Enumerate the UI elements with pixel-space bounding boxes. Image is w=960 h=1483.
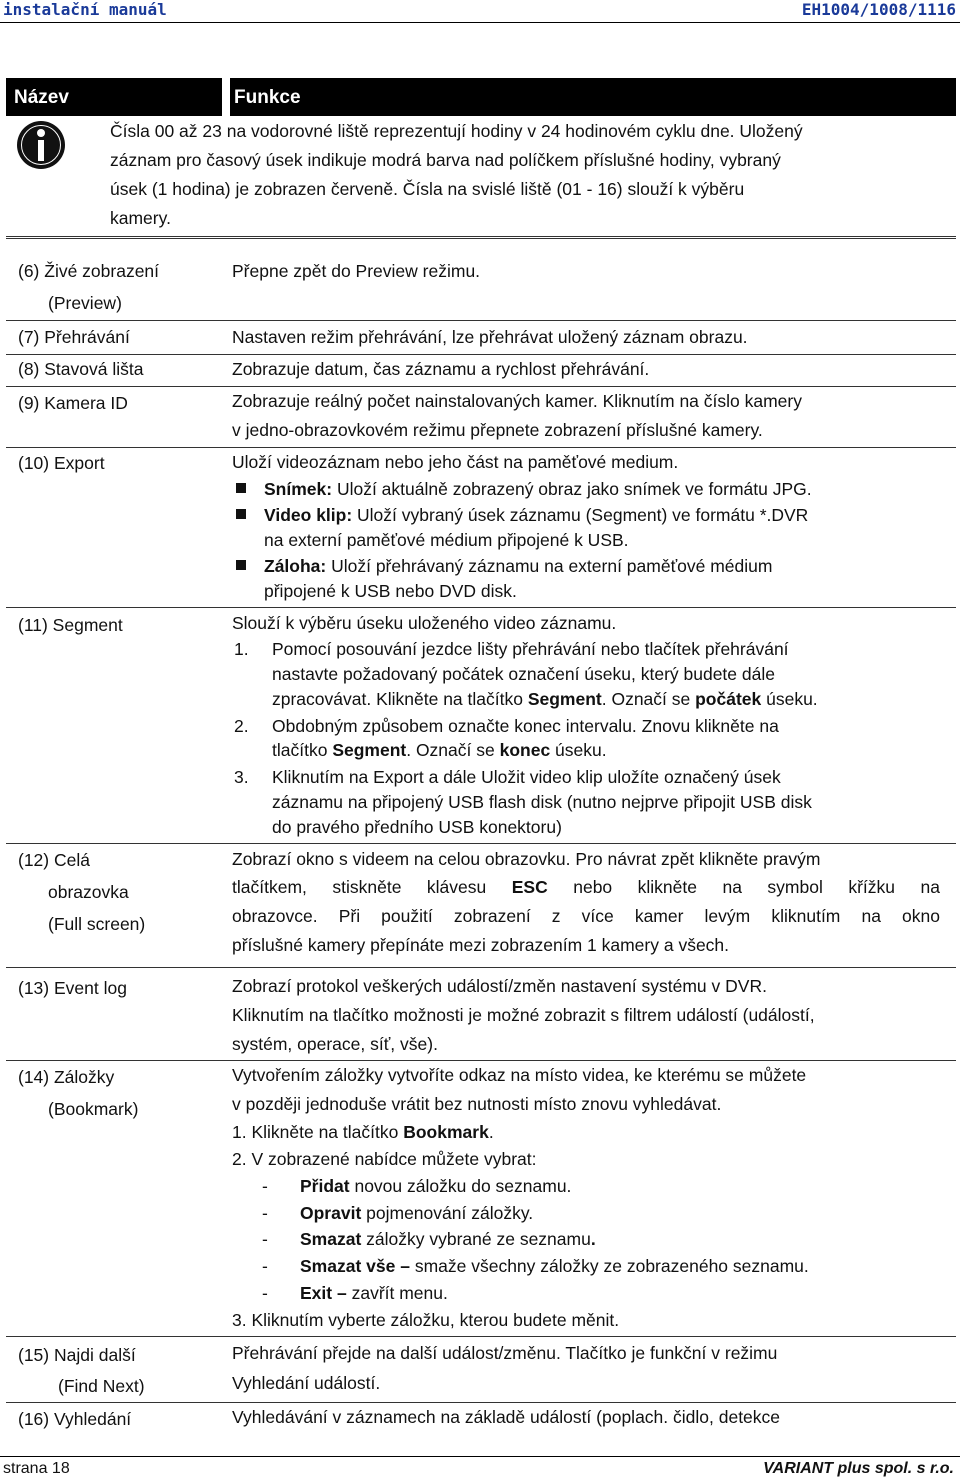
row12-name-sub: obrazovka — [48, 882, 129, 902]
company-name: VARIANT plus spol. s r.o. — [763, 1460, 954, 1477]
row15-name-sub: (Find Next) — [58, 1376, 145, 1396]
row11-step-num: 1. — [234, 639, 249, 659]
column-header-name: Název — [14, 87, 69, 108]
divider — [6, 386, 956, 387]
row14-step-3: 3. Kliknutím vyberte záložku, kterou budete měnit. — [232, 1310, 620, 1330]
row15-desc-1: Přehrávání přejde na další událost/změnu. Tlačítko je funkční v režimu — [232, 1343, 778, 1363]
row12-desc-3: obrazovce. Při použití zobrazení z více kamer levým kliknutím na okno — [232, 906, 940, 926]
row12-desc-1: Zobrazí okno s videem na celou obrazovku. Pro návrat zpět klikněte pravým — [232, 849, 821, 869]
row11-name: (11) Segment — [18, 615, 123, 635]
bullet-icon — [236, 560, 246, 570]
row11-step-num: 2. — [234, 716, 249, 736]
row14-dash: - — [262, 1256, 268, 1276]
row10-bullet-3-cont: připojené k USB nebo DVD disk. — [264, 581, 517, 601]
row14-option-exit: Exit – zavřít menu. — [300, 1283, 448, 1303]
bullet-icon — [236, 509, 246, 519]
intro-line-1: Čísla 00 až 23 na vodorovné liště reprezentují hodiny v 24 hodinovém cyklu dne. Uložený — [110, 121, 803, 141]
row11-step-3a: Kliknutím na Export a dále Uložit video klip uložíte označený úsek — [272, 767, 781, 787]
header-right: EH1004/1008/1116 — [801, 0, 956, 19]
divider — [6, 447, 956, 448]
row11-step-1b: nastavte požadovaný počátek označení úseku, který budete dále — [272, 664, 775, 684]
row7-name: (7) Přehrávání — [18, 327, 130, 347]
intro-line-2: záznam pro časový úsek indikuje modrá barva nad políčkem příslušné hodiny, vybraný — [110, 150, 781, 170]
row11-step-3b: záznamu na připojený USB flash disk (nutno nejprve připojit USB disk — [272, 792, 812, 812]
row11-step-num: 3. — [234, 767, 249, 787]
row14-dash: - — [262, 1203, 268, 1223]
header-divider — [0, 22, 960, 23]
row10-desc: Uloží videozáznam nebo jeho část na paměťové medium. — [232, 452, 679, 472]
row14-option-delete-all: Smazat vše – smaže všechny záložky ze zobrazeného seznamu. — [300, 1256, 809, 1276]
divider — [6, 1060, 956, 1061]
row10-bullet-2-cont: na externí paměťové médium připojené k USB. — [264, 530, 629, 550]
row12-name: (12) Celá — [18, 850, 90, 870]
row11-step-2b: tlačítko Segment. Označí se konec úseku. — [272, 740, 607, 760]
row13-desc-2: Kliknutím na tlačítko možnosti je možné zobrazit s filtrem událostí (událostí, — [232, 1005, 815, 1025]
row13-desc-3: systém, operace, síť, vše). — [232, 1034, 438, 1054]
row14-step-1: 1. Klikněte na tlačítko Bookmark. — [232, 1122, 494, 1142]
row9-desc-1: Zobrazuje reálný počet nainstalovaných kamer. Kliknutím na číslo kamery — [232, 391, 802, 411]
page-number: strana 18 — [3, 1460, 70, 1477]
row15-name: (15) Najdi další — [18, 1345, 136, 1365]
row7-desc: Nastaven režim přehrávání, lze přehrávat uložený záznam obrazu. — [232, 327, 748, 347]
divider — [6, 967, 956, 968]
row11-step-3c: do pravého předního USB konektoru) — [272, 817, 562, 837]
intro-line-4: kamery. — [110, 208, 171, 228]
divider — [6, 236, 956, 239]
row11-step-2a: Obdobným způsobem označte konec intervalu. Znovu klikněte na — [272, 716, 779, 736]
row6-name: (6) Živé zobrazení — [18, 261, 160, 281]
table-header — [6, 78, 956, 116]
row13-name: (13) Event log — [18, 978, 127, 998]
row14-desc-1: Vytvořením záložky vytvoříte odkaz na místo videa, ke kterému se můžete — [232, 1065, 807, 1085]
footer-divider — [0, 1456, 960, 1457]
row10-bullet-3: Záloha: Uloží přehrávaný záznamu na externí paměťové médium — [236, 553, 772, 580]
row14-dash: - — [262, 1283, 268, 1303]
row10-bullet-1: Snímek: Uloží aktuálně zobrazený obraz jako snímek ve formátu JPG. — [236, 476, 812, 503]
row14-option-delete: Smazat záložky vybrané ze seznamu. — [300, 1229, 596, 1249]
row12-desc-4: příslušné kamery přepínáte mezi zobrazením 1 kamery a všech. — [232, 935, 730, 955]
row16-name: (16) Vyhledání — [18, 1409, 132, 1429]
row10-name: (10) Export — [18, 453, 105, 473]
row13-desc-1: Zobrazí protokol veškerých událostí/změn nastavení systému v DVR. — [232, 976, 767, 996]
row14-dash: - — [262, 1229, 268, 1249]
row15-desc-2: Vyhledání událostí. — [232, 1373, 381, 1393]
divider — [6, 607, 956, 608]
row14-name: (14) Záložky — [18, 1067, 115, 1087]
header-left: instalační manuál — [3, 0, 167, 19]
row11-step-1a: Pomocí posouvání jezdce lišty přehrávání nebo tlačítek přehrávání — [272, 639, 789, 659]
divider — [6, 843, 956, 844]
column-header-function: Funkce — [234, 87, 301, 108]
row14-step-2: 2. V zobrazené nabídce můžete vybrat: — [232, 1149, 537, 1169]
row11-desc: Slouží k výběru úseku uloženého video záznamu. — [232, 613, 617, 633]
divider — [6, 1402, 956, 1403]
row8-name: (8) Stavová lišta — [18, 359, 144, 379]
row14-desc-2: v později jednoduše vrátit bez nutnosti místo znovu vyhledávat. — [232, 1094, 722, 1114]
row14-option-edit: Opravit pojmenování záložky. — [300, 1203, 534, 1223]
row14-option-add: Přidat novou záložku do seznamu. — [300, 1176, 572, 1196]
row9-name: (9) Kamera ID — [18, 393, 128, 413]
row12-desc-2: tlačítkem, stiskněte klávesu ESC nebo klikněte na symbol křížku na — [232, 877, 940, 897]
intro-line-3: úsek (1 hodina) je zobrazen červeně. Čísla na svislé liště (01 - 16) slouží k výběru — [110, 179, 745, 199]
row14-dash: - — [262, 1176, 268, 1196]
info-icon — [17, 121, 65, 169]
row14-name-sub: (Bookmark) — [48, 1099, 139, 1119]
divider — [6, 354, 956, 355]
divider — [6, 1336, 956, 1337]
row8-desc: Zobrazuje datum, čas záznamu a rychlost přehrávání. — [232, 359, 650, 379]
row11-step-1c: zpracovávat. Klikněte na tlačítko Segment. Označí se počátek úseku. — [272, 689, 818, 709]
divider — [6, 320, 956, 321]
row16-desc: Vyhledávání v záznamech na základě událostí (poplach. čidlo, detekce — [232, 1407, 781, 1427]
row12-name-sub2: (Full screen) — [48, 914, 146, 934]
page-header — [0, 0, 960, 22]
row10-bullet-2: Video klip: Uloží vybraný úsek záznamu (Segment) ve formátu *.DVR — [236, 502, 808, 529]
row6-name-sub: (Preview) — [48, 293, 122, 313]
row6-desc: Přepne zpět do Preview režimu. — [232, 261, 481, 281]
bullet-icon — [236, 483, 246, 493]
row9-desc-2: v jedno-obrazovkovém režimu přepnete zobrazení příslušné kamery. — [232, 420, 763, 440]
